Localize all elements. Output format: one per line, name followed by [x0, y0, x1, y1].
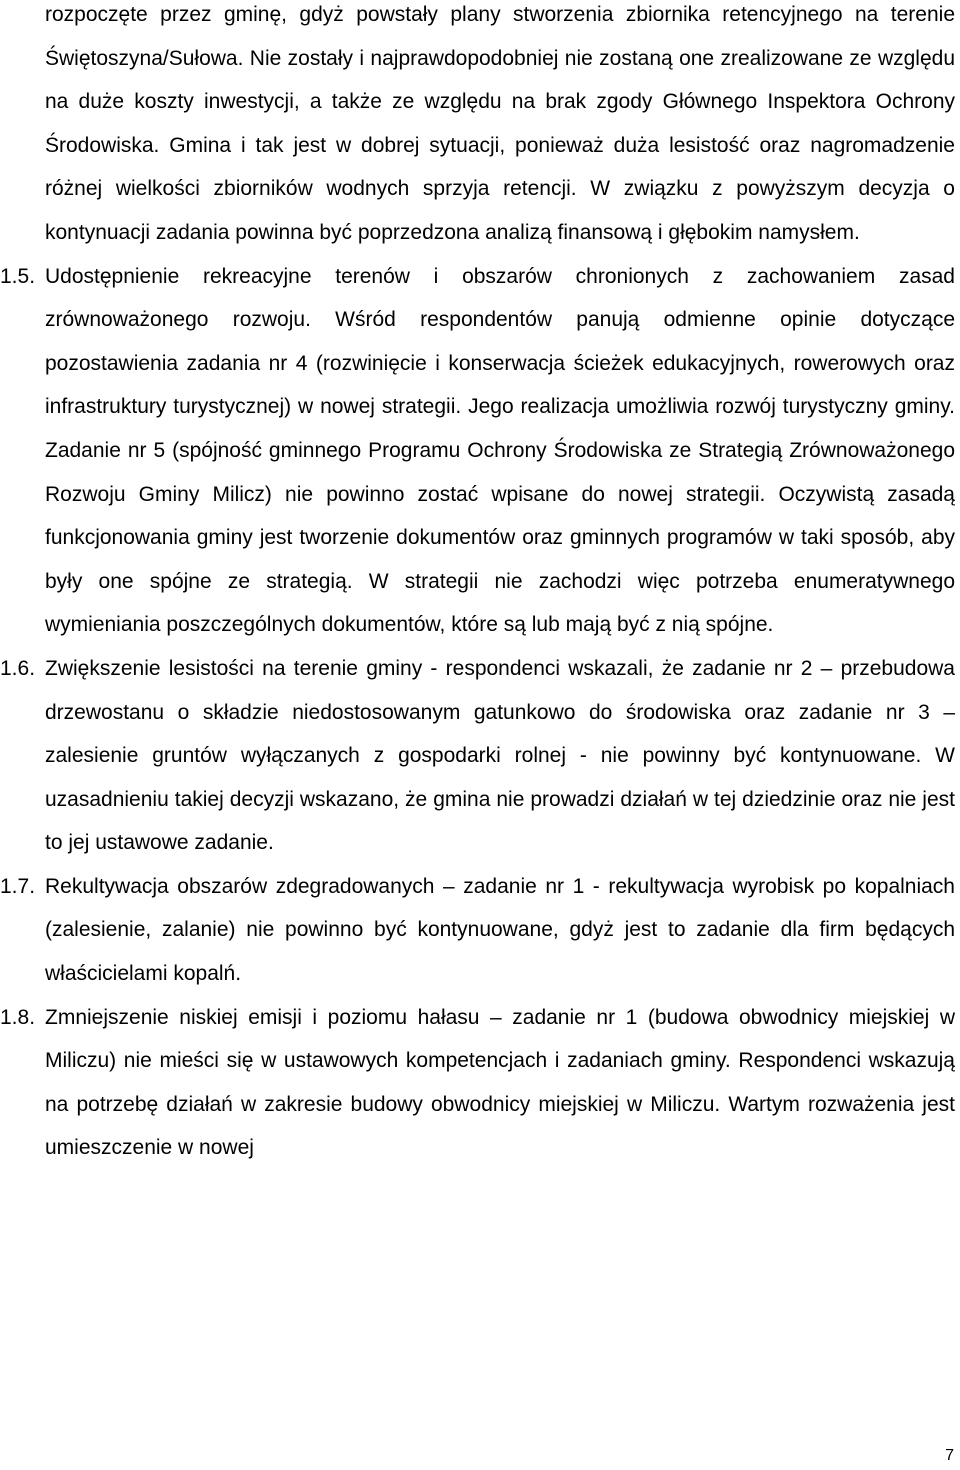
- list-item-text: Zwiększenie lesistości na terenie gminy - respondenci wskazali, że zadanie nr 2 – przebudowa drzewostanu o składzie niedostosowanym gatunkowo do środowiska oraz zadanie nr 3 – zalesienie gruntów wyłączanych z gospodarki rolnej - nie powinny być kontynuowane. W uzasadnieniu takiej decyzji wskazano, że gmina nie prowadzi działań w tej dziedzinie oraz nie jest to jej ustawowe zadanie.: [45, 656, 955, 855]
- list-item-1-6: [0, 647, 955, 865]
- list-item-1-7: [0, 865, 955, 996]
- list-item-number: 1.6.: [0, 656, 36, 680]
- list-item-1-5: [0, 255, 955, 647]
- list-item-number: 1.7.: [0, 874, 36, 898]
- list-item-1-8: [0, 996, 955, 1170]
- list-item-text: Zmniejszenie niskiej emisji i poziomu hałasu – zadanie nr 1 (budowa obwodnicy miejskiej w Miliczu) nie mieści się w ustawowych kompetencjach i zadaniach gminy. Respondenci wskazują na potrzebę działań w zakresie budowy obwodnicy miejskiej w Miliczu. Wartym rozważenia jest umieszczenie w nowej: [45, 1005, 955, 1160]
- list-item-number: 1.5.: [0, 264, 36, 288]
- intro-paragraph: rozpoczęte przez gminę, gdyż powstały plany stworzenia zbiornika retencyjnego na terenie Świętoszyna/Sułowa. Nie zostały i najprawdopodobniej nie zostaną one zrealizowane ze względu na duże koszty inwestycji, a także ze względu na brak zgody Głównego Inspektora Ochrony Środowiska. Gmina i tak jest w dobrej sytuacji, ponieważ duża lesistość oraz nagromadzenie różnej wielkości zbiorników wodnych sprzyja retencji. W związku z powyższym decyzja o kontynuacji zadania powinna być poprzedzona analizą finansową i głębokim namysłem.: [45, 3, 955, 244]
- page-number: 7: [945, 1447, 954, 1464]
- list-item-text: Rekultywacja obszarów zdegradowanych – zadanie nr 1 - rekultywacja wyrobisk po kopalniach (zalesienie, zalanie) nie powinno być kontynuowane, gdyż jest to zadanie dla firm będących właścicielami kopalń.: [45, 874, 955, 986]
- list-item-text: Udostępnienie rekreacyjne terenów i obszarów chronionych z zachowaniem zasad zrównoważonego rozwoju. Wśród respondentów panują odmienne opinie dotyczące pozostawienia zadania nr 4 (rozwinięcie i konserwacja ścieżek edukacyjnych, rowerowych oraz infrastruktury turystycznej) w nowej strategii. Jego realizacja umożliwia rozwój turystyczny gminy. Zadanie nr 5 (spójność gminnego Programu Ochrony Środowiska ze Strategią Zrównoważonego Rozwoju Gminy Milicz) nie powinno zostać wpisane do nowej strategii. Oczywistą zasadą funkcjonowania gminy jest tworzenie dokumentów oraz gminnych programów w taki sposób, aby były one spójne ze strategią. W strategii nie zachodzi więc potrzeba enumeratywnego wymieniania poszczególnych dokumentów, które są lub mają być z nią spójne.: [45, 264, 955, 637]
- list-item-number: 1.8.: [0, 1005, 36, 1029]
